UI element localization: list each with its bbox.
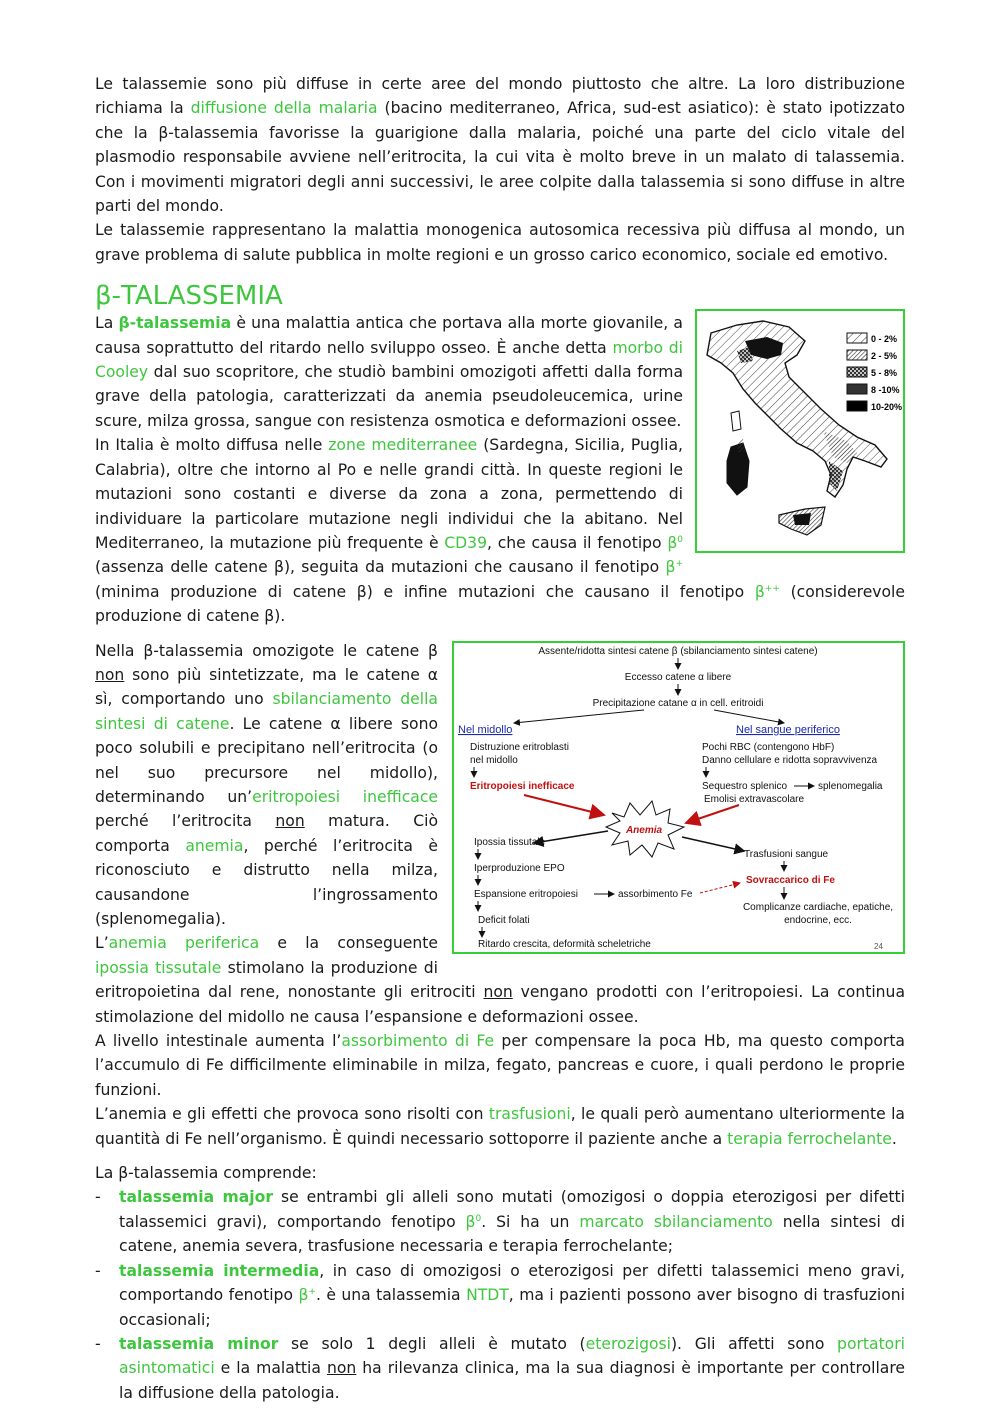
text: . Si ha un (481, 1212, 580, 1231)
underlined-non: non (95, 665, 125, 684)
flow-midollo: Nel midollo (458, 723, 513, 736)
dash-bullet: - (95, 1188, 101, 1207)
phenotype-bplusplus: β++ (754, 582, 780, 601)
list-item-intermedia (95, 1259, 905, 1332)
text: e la malattia (214, 1359, 327, 1378)
text: per compensare la poca Hb, ma questo comporta l’accumulo di Fe difficilmente eliminabile in milza, fegato, pancreas e cuore, i quali perdono le proprie funzioni. (95, 1032, 905, 1099)
underlined-non: non (326, 1359, 357, 1378)
text: . Le catene α libere sono poco solubili e precipitano nell’eritrocita (o nel suo precursore nel midollo), determinando un’ (95, 714, 439, 806)
text: , che causa il fenotipo (487, 533, 668, 552)
pathophysiology-flowchart (452, 641, 905, 954)
legend-label-4: 8 -10% (871, 385, 900, 396)
phenotype-b0: $\beta^0$ (465, 1212, 482, 1231)
flow-sangue: Nel sangue periferico (736, 723, 840, 736)
flow-anemia: Anemia (625, 824, 663, 836)
text: (bacino mediterraneo, Africa, sud-est asiatico): è stato ipotizzato che la β-talassemia favorisse la guarigione dalla malaria, poiché una parte del ciclo vitale del plasmodio responsabile avviene nell’eritrocita, la cui vita è molto breve in un malato di talassemia. Con i movimenti migratori degli anni successivi, le aree colpite dalla talassemia si sono diffuse in altre parti del mondo. (95, 99, 905, 216)
text: vengano prodotti con l’eritropoiesi. La continua stimolazione del midollo ne causa l’espansione e deformazioni ossee. (95, 983, 905, 1026)
term-minor: talassemia minor (119, 1334, 279, 1353)
section-title: β-TALASSEMIA (95, 281, 283, 312)
highlight-zone: zone mediterranee (328, 436, 478, 455)
highlight-cd39: CD39 (444, 533, 488, 552)
text: , le quali però aumentano ulteriormente la quantità di Fe nell’organismo. È quindi necessario sottoporre il paziente anche a (95, 1105, 905, 1148)
highlight-cooley: morbo di Cooley (95, 338, 683, 382)
text: , ma i pazienti possono aver bisogno di trasfuzioni occasionali; (119, 1286, 906, 1329)
highlight-sbilanciamento: sbilanciamento della sintesi di catene (95, 690, 438, 733)
italy-map (697, 311, 903, 551)
document-page (95, 72, 905, 1405)
sardinia-shape (727, 443, 749, 495)
flow-pochi2: Danno cellulare e ridotta sopravvivenza (702, 754, 878, 766)
text: matura. Ciò comporta (95, 812, 439, 855)
text: In Italia è molto diffusa nelle (95, 436, 329, 455)
flow-espans: Espansione eritropoiesi (474, 888, 578, 900)
flow-ipossia: Ipossia tissutale (474, 836, 546, 848)
types-list (95, 1185, 905, 1405)
list-item-minor (95, 1332, 905, 1405)
flow-spleno: splenomegalia (818, 780, 883, 792)
text: , in caso di omozigosi o eterozigosi per difetti talassemici meno gravi, comportando fenotipo (119, 1261, 905, 1305)
flow-ritardo: Ritardo crescita, deformità scheletriche (478, 938, 651, 950)
text: nella sintesi di catene, anemia severa, trasfusione necessaria e terapia ferrochelante; (119, 1212, 905, 1256)
text: se entrambi gli alleli sono mutati (omozigosi o doppia eterozigosi per difetti talassemici gravi), comportando fenotipo (119, 1188, 905, 1231)
text: (minima produzione di catene β) e infine mutazioni che causano il fenotipo (95, 582, 755, 601)
term-major: talassemia major (119, 1188, 274, 1207)
flow-distr2: nel midollo (470, 754, 518, 766)
text: ha rilevanza clinica, ma la sua diagnosi è importante per controllare la diffusione della patologia. (119, 1359, 906, 1402)
highlight-anemia: anemia (185, 836, 244, 855)
intro-paragraph-2: Le talassemie rappresentano la malattia monogenica autosomica recessiva più diffusa al mondo, un grave problema di salute pubblica in molte regioni e un grosso carico economico, sociale ed emotivo. (95, 221, 905, 264)
map-legend (847, 333, 902, 412)
flow-trasf: Trasfusioni sangue (744, 848, 829, 860)
flowchart-svg (454, 643, 903, 952)
flow-compl1: Complicanze cardiache, epatiche, (742, 901, 894, 913)
legend-label-3: 5 - 8% (871, 368, 898, 379)
text: e la conseguente (259, 934, 438, 953)
intro-paragraph-1 (95, 72, 905, 218)
flow-seq: Sequestro splenico (702, 780, 788, 792)
types-intro: La β-talassemia comprende: (95, 1164, 317, 1183)
list-item-major (95, 1185, 905, 1258)
text: . è una talassemia (315, 1286, 467, 1305)
highlight-marcato: marcato sbilanciamento (579, 1212, 773, 1231)
phenotype-bplus: β+ (665, 558, 683, 577)
highlight-assorbimento: assorbimento di Fe (341, 1032, 495, 1051)
flow-emolisi: Emolisi extravascolare (704, 793, 805, 805)
flow-folati: Deficit folati (478, 914, 530, 926)
text: , perché l’eritrocita è riconosciuto e distrutto nella milza, causandone l’ingrossamento (splenomegalia). (95, 836, 438, 928)
highlight-trasfusioni: trasfusioni (488, 1105, 571, 1124)
legend-label-5: 10-20% (871, 402, 903, 413)
flow-sovracc: Sovraccarico di Fe (746, 874, 835, 886)
highlight-malaria: diffusione della malaria (190, 99, 378, 118)
flow-distr1: Distruzione eritroblasti (470, 741, 569, 753)
text: (assenza delle catene β), seguita da mutazioni che causano il fenotipo (95, 558, 666, 577)
text: è una malattia antica che portava alla morte giovanile, a causa soprattutto del ritardo nello sviluppo osseo. È anche detta (95, 314, 683, 357)
flow-pochi1: Pochi RBC (contengono HbF) (702, 741, 835, 753)
text: (Sardegna, Sicilia, Puglia, Calabria), oltre che intorno al Po e nelle grandi città. In queste regioni le mutazioni sono costanti e diverse da zona a zona, permettendo di individuare la particolare mutazione negli individui che la abitano. Nel Mediterraneo, la mutazione più frequente è (95, 436, 683, 552)
text: Le talassemie sono più diffuse in certe aree del mondo piuttosto che altre. La loro distribuzione richiama la (95, 75, 905, 118)
flow-page-number: 24 (874, 941, 883, 951)
highlight-eritropoiesi: eritropoiesi inefficace (252, 787, 438, 806)
patho-paragraph-3 (95, 1029, 905, 1102)
text: L’anemia e gli effetti che provoca sono risolti con (95, 1105, 489, 1124)
text: L’ (95, 934, 109, 953)
highlight-terapia: terapia ferrochelante (727, 1129, 892, 1148)
text: Nella β-talassemia omozigote le catene β (95, 641, 438, 660)
text: stimolano la produzione di eritropoietina dal rene, nonostante gli eritrociti (95, 958, 484, 1002)
flow-assorb: assorbimento Fe (618, 888, 693, 900)
patho-paragraph-4 (95, 1102, 905, 1151)
flow-top: Assente/ridotta sintesi catene β (sbilanciamento sintesi catene) (538, 645, 818, 657)
highlight-eterozigosi: eterozigosi (585, 1334, 671, 1353)
text: (considerevole produzione di catene β). (95, 582, 905, 626)
text: dal suo scopritore, che studiò bambini omozigoti affetti dalla forma grave della patologia, caratterizzati da anemia pseudoleucemica, urine scure, milza grossa, sangue con resistenza osmotica e deformazioni ossee. (95, 363, 683, 430)
highlight-anemia-periferica: anemia periferica (108, 934, 260, 953)
highlight-ipossia: ipossia tissutale (95, 958, 222, 977)
text: perché l’eritrocita (95, 812, 276, 831)
flow-precip: Precipitazione catane α in cell. eritroidi (592, 697, 764, 709)
underlined-non: non (275, 812, 305, 831)
flow-eccesso: Eccesso catene α libere (624, 671, 732, 683)
text: se solo 1 degli alleli è mutato ( (278, 1334, 586, 1353)
phenotype-bplus: β+ (298, 1286, 316, 1305)
legend-label-2: 2 - 5% (871, 351, 898, 362)
dash-bullet: - (95, 1334, 101, 1353)
term-intermedia: talassemia intermedia (119, 1261, 320, 1280)
text: ). Gli affetti sono (670, 1334, 838, 1353)
text: . (891, 1129, 897, 1148)
text: A livello intestinale aumenta l’ (95, 1032, 342, 1051)
term-beta-talassemia: β-talassemia (118, 314, 232, 333)
legend-label-1: 0 - 2% (871, 334, 898, 345)
italy-map-figure (695, 309, 905, 553)
highlight-ntdt: NTDT (466, 1286, 509, 1305)
highlight-portatori: portatori asintomatici (119, 1334, 905, 1378)
text: La (95, 314, 119, 333)
flow-eritro: Eritropoiesi inefficace (470, 780, 575, 792)
flow-iperepo: Iperproduzione EPO (474, 862, 565, 874)
underlined-non: non (483, 983, 513, 1002)
text: sono più sintetizzate, ma le catene α sì, comportando uno (95, 665, 438, 709)
flow-compl2: endocrine, ecc. (784, 914, 852, 926)
phenotype-b0: $\beta^0$ (667, 533, 683, 552)
dash-bullet: - (95, 1261, 101, 1280)
